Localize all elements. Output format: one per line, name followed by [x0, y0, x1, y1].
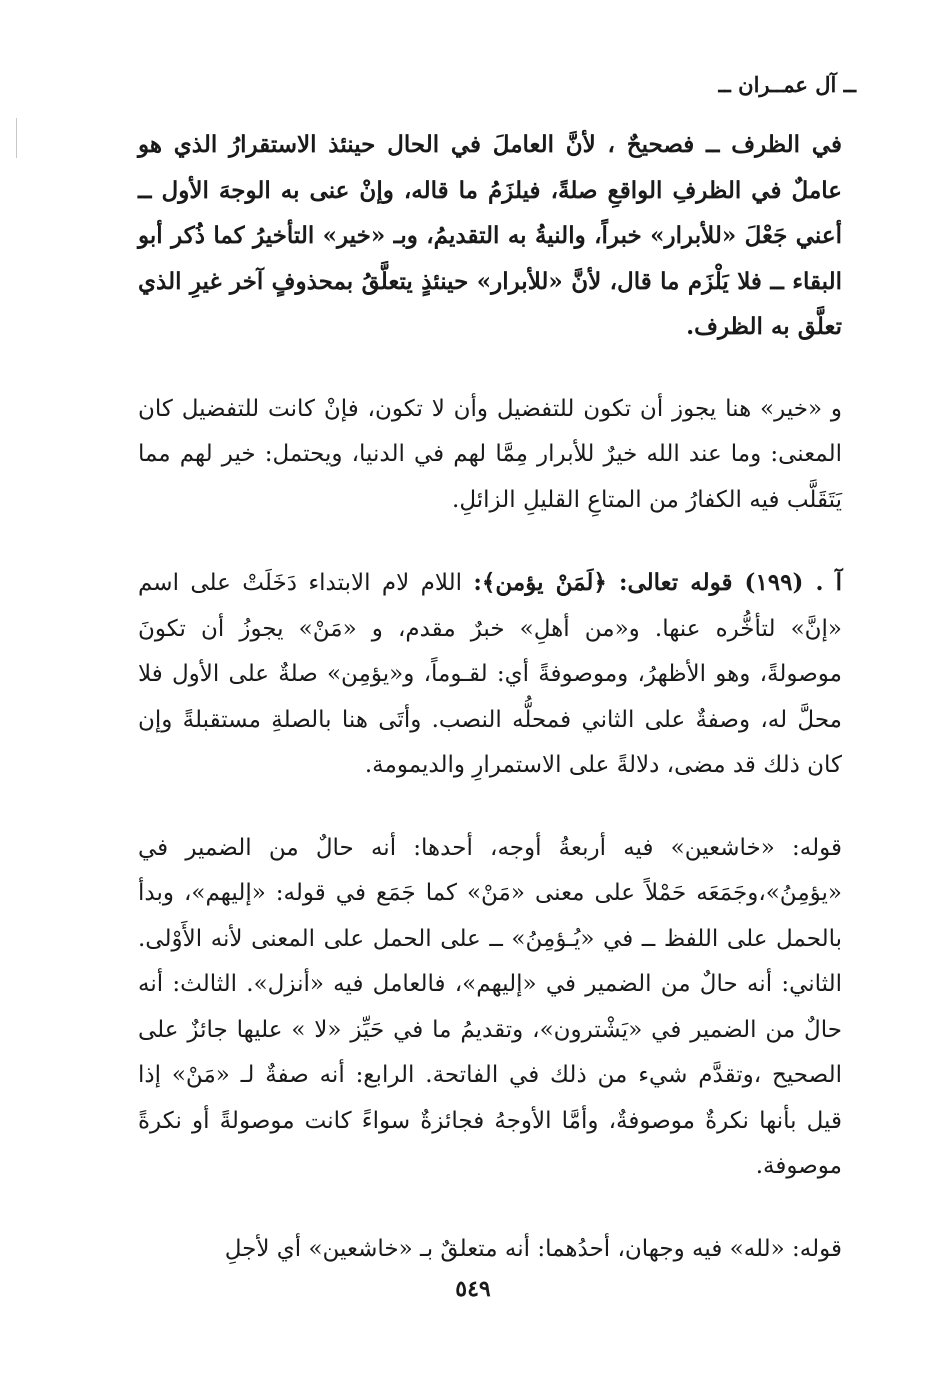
paragraph-4: قوله: «خاشعين» فيه أربعةُ أوجه، أحدها: أنه حالٌ من الضمير في «يؤمِنُ»،وجَمَعَه حَمْلاً على معنى «مَنْ» كما جَمَع في قوله: «إليهم»، وبدأ بالحمل على اللفظ ــ في «يُـؤمِنُ» ــ على الحمل على المعنى لأنه الأَوْلى. الثاني: أنه حالٌ من الضمير في «إليهم»، فالعامل فيه «أنزل». الثالث: أنه حالٌ من الضمير في «يَشْترون»، وتقديمُ ما في حَيِّز «لا » عليها جائزٌ على الصحيح ،وتقدَّم شيء من ذلك في الفاتحة. الرابع: أنه صفةٌ لـ «مَنْ» إذا قيل بأنها نكرةٌ موصوفةٌ، وأمَّا الأوجهُ فجائزةٌ سواءً كانت موصولةً أو نكرةً موصوفة.: [138, 834, 842, 1179]
paragraph-3-body: اللام لام الابتداء دَخَلَتْ على اسم «إنَّ» لتأخُّره عنها. و«من أهلِ» خبرٌ مقدم، و «مَنْ» يجوزُ أن تكونَ موصولةً، وهو الأظهرُ، وموصوفةً أي: لقـوماً، و«يؤمِن» صلةٌ على الأول فلا محلَّ له، وصفةٌ على الثاني فمحلُّه النصب. وأتَى هنا بالصلةِ مستقبلةً وإن كان ذلك قد مضى، دلالةً على الاستمرارِ والديمومة.: [138, 570, 842, 778]
paragraph-5: قوله: «لله» فيه وجهان، أحدُهما: أنه متعلقٌ بـ «خاشعين» أي لأجلِ: [224, 1235, 842, 1262]
body-text: [138, 122, 842, 1309]
verse-heading: آ . (١٩٩) قوله تعالى: ﴿لَمَنْ يؤمن﴾:: [473, 569, 842, 596]
paragraph-3: [138, 560, 842, 789]
paragraph-1: في الظرف ــ فصحيحٌ ، لأنَّ العاملَ في الحال حينئذ الاستقرارُ الذي هو عاملٌ في الظرفِ الواقعِ صلةً، فيلزَمُ ما قاله، وإنْ عنى به الوجهَ الأول ــ أعني جَعْلَ «للأبرار» خبراً، والنيةُ به التقديمُ، وبـ «خير» التأخيرُ كما ذُكر أبو البقاء ــ فلا يَلْزَم ما قال، لأنَّ «للأبرار» حينئذٍ يتعلَّقُ بمحذوفٍ آخر غيرِ الذي تعلَّق به الظرف.: [138, 131, 842, 340]
margin-mark: [16, 118, 17, 158]
paragraph-2: و «خير» هنا يجوز أن تكون للتفضيل وأن لا تكون، فإنْ كانت للتفضيل كان المعنى: وما عند الله خيرٌ للأبرار مِمَّا لهم في الدنيا، ويحتمل: خير لهم مما يَتَقَلَّب فيه الكفارُ من المتاعِ القليلِ الزائلِ.: [138, 395, 842, 513]
running-header: ــ آل عمــران ــ: [718, 72, 856, 97]
page-number: ٥٤٩: [455, 1276, 491, 1302]
